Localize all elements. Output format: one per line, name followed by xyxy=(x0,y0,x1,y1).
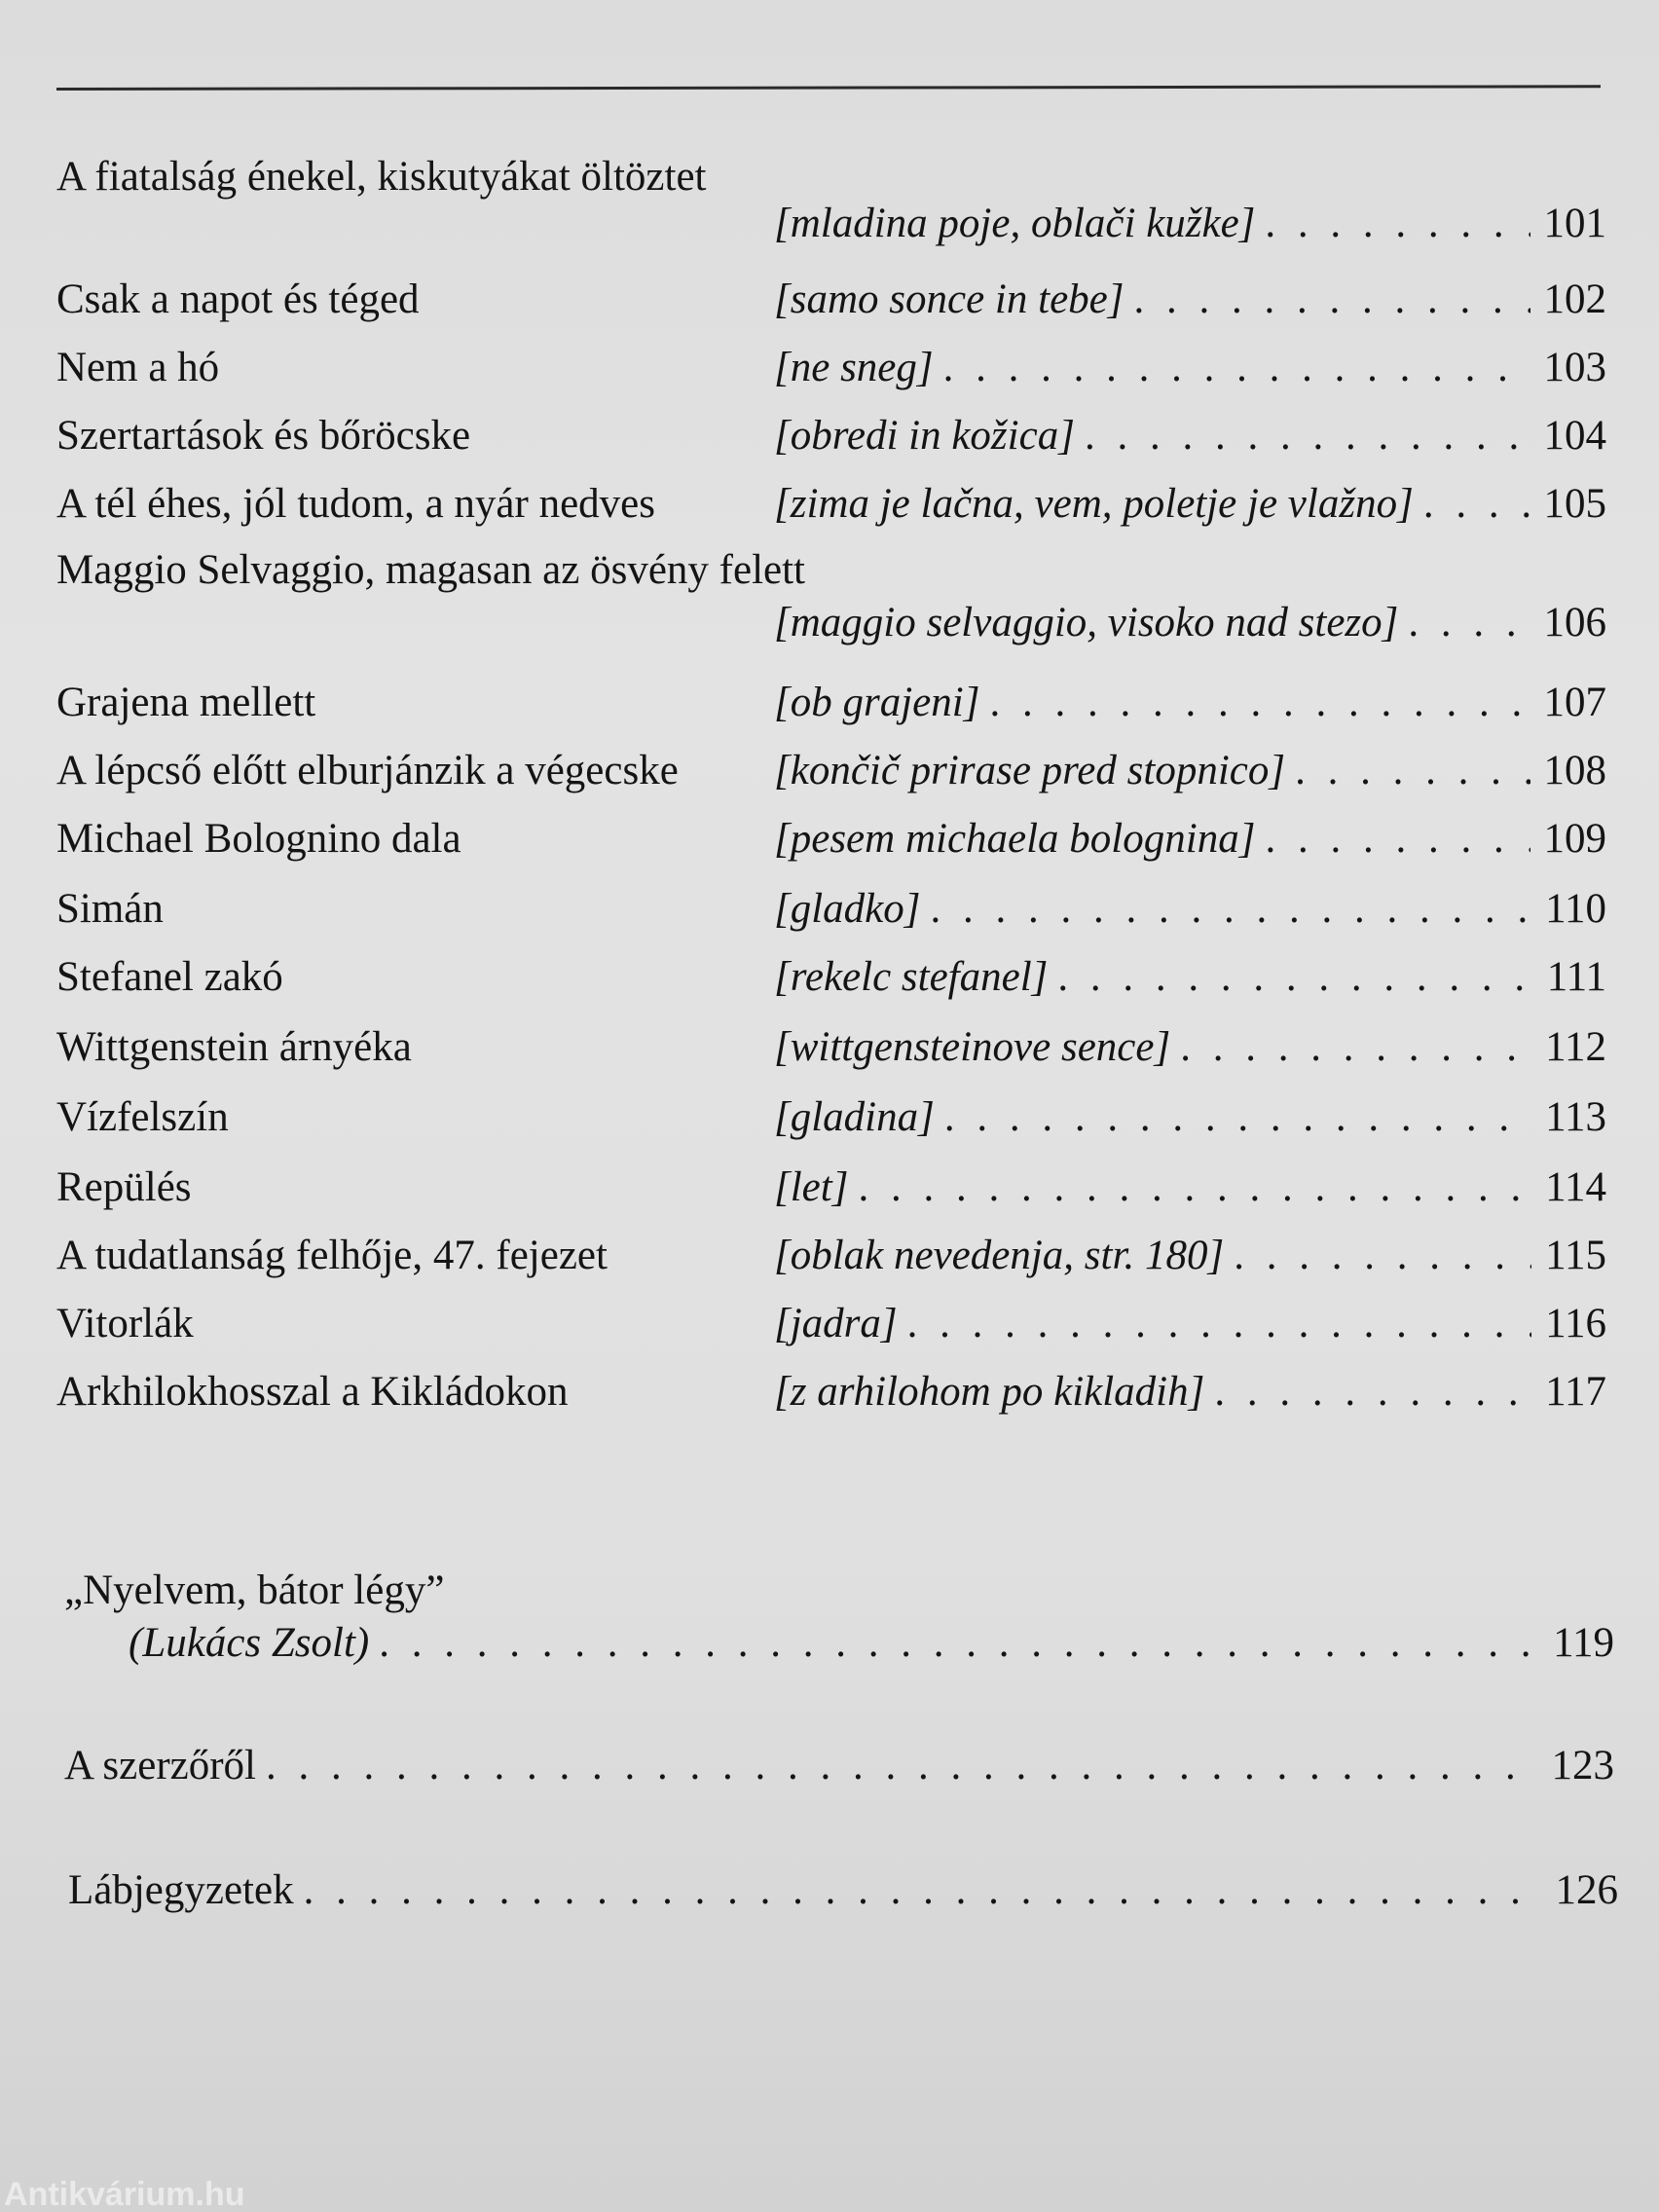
toc-entry xyxy=(56,674,1606,732)
dot-leader xyxy=(1414,475,1530,534)
entry-translation: [gladko] xyxy=(774,886,921,932)
entry-translation: [končič prirase pred stopnico] xyxy=(774,748,1286,793)
footnotes-row xyxy=(68,1862,1618,1920)
toc-entry xyxy=(56,948,1606,1007)
entry-translation: [jadra] xyxy=(774,1301,898,1346)
entry-translation: [gladina] xyxy=(774,1094,935,1140)
entry-page: 117 xyxy=(1545,1369,1606,1415)
entry-title: Csak a napot és téged xyxy=(56,276,420,322)
entry-page: 115 xyxy=(1545,1233,1606,1278)
entry-title: Grajena mellett xyxy=(56,680,316,725)
entry-title: Arkhilokhosszal a Kikládokon xyxy=(56,1369,569,1415)
toc-entry xyxy=(56,195,1606,253)
about-author-row xyxy=(64,1737,1614,1795)
dot-leader xyxy=(1398,594,1530,652)
dot-leader xyxy=(898,1295,1531,1353)
entry-title: A tudatlanság felhője, 47. fejezet xyxy=(56,1233,608,1278)
entry-title: A tél éhes, jól tudom, a nyár nedves xyxy=(56,481,655,527)
afterword-author-row xyxy=(64,1614,1614,1673)
dot-leader xyxy=(256,1737,1537,1795)
toc-entry xyxy=(56,271,1606,329)
toc-entry xyxy=(56,541,1606,600)
dot-leader xyxy=(1255,810,1530,868)
entry-page: 106 xyxy=(1543,600,1606,645)
entry-translation: [samo sonce in tebe] xyxy=(774,276,1124,322)
entry-translation: [let] xyxy=(774,1164,849,1210)
dot-leader xyxy=(1204,1363,1531,1421)
toc-entry xyxy=(56,475,1606,534)
toc-entry xyxy=(56,1159,1606,1217)
afterword-author: (Lukács Zsolt) xyxy=(129,1620,370,1666)
entry-page: 105 xyxy=(1543,481,1606,527)
entry-title: Simán xyxy=(56,886,164,932)
afterword-page: 119 xyxy=(1553,1620,1614,1666)
toc-entry xyxy=(56,1227,1606,1285)
entry-translation: [mladina poje, oblači kužke] xyxy=(774,201,1256,246)
about-author-page: 123 xyxy=(1551,1743,1614,1788)
entry-translation: [wittgensteinove sence] xyxy=(774,1024,1171,1070)
entry-translation: [zima je lačna, vem, poletje je vlažno] xyxy=(774,481,1414,527)
entry-translation: [maggio selvaggio, visoko nad stezo] xyxy=(774,600,1399,645)
entry-translation: [ne sneg] xyxy=(774,345,934,390)
dot-leader xyxy=(1285,742,1530,800)
toc-entry xyxy=(56,880,1606,939)
entry-title: Michael Bolognino dala xyxy=(56,816,461,862)
dot-leader xyxy=(369,1614,1539,1673)
entry-page: 113 xyxy=(1545,1094,1606,1140)
entry-page: 110 xyxy=(1545,886,1606,932)
entry-title: Vízfelszín xyxy=(56,1094,229,1140)
entry-page: 111 xyxy=(1546,954,1606,1000)
dot-leader xyxy=(934,339,1530,397)
dot-leader xyxy=(979,674,1530,732)
toc-entry xyxy=(56,339,1606,397)
entry-title: Wittgenstein árnyéka xyxy=(56,1024,412,1070)
entry-title: Vitorlák xyxy=(56,1301,194,1346)
entry-translation: [rekelc stefanel] xyxy=(774,954,1049,1000)
entry-translation: [pesem michaela bolognina] xyxy=(774,816,1256,862)
entry-title: Maggio Selvaggio, magasan az ösvény felett xyxy=(56,547,806,593)
entry-title: A lépcső előtt elburjánzik a végecske xyxy=(56,748,679,793)
toc-entry xyxy=(56,1018,1606,1077)
toc-entry xyxy=(56,1088,1606,1147)
dot-leader xyxy=(921,880,1532,939)
dot-leader xyxy=(1124,271,1530,329)
dot-leader xyxy=(935,1088,1531,1147)
footnotes-page: 126 xyxy=(1555,1867,1618,1913)
toc-entry xyxy=(56,407,1606,465)
dot-leader xyxy=(1075,407,1530,465)
entry-translation: [z arhilohom po kikladih] xyxy=(774,1369,1205,1415)
toc-entry xyxy=(56,1295,1606,1353)
about-author-title: A szerzőről xyxy=(64,1743,257,1788)
toc-entry xyxy=(56,1363,1606,1421)
entry-title: Szertartások és bőröcske xyxy=(56,413,471,459)
toc-entry xyxy=(56,742,1606,800)
watermark: Antikvárium.hu xyxy=(4,2177,245,2212)
entry-page: 102 xyxy=(1543,276,1606,322)
entry-page: 103 xyxy=(1543,345,1606,390)
entry-page: 114 xyxy=(1545,1164,1606,1210)
entry-translation: [obredi in kožica] xyxy=(774,413,1075,459)
entry-page: 104 xyxy=(1543,413,1606,459)
entry-page: 107 xyxy=(1543,680,1606,725)
entry-title: Stefanel zakó xyxy=(56,954,283,1000)
entry-title: A fiatalság énekel, kiskutyákat öltöztet xyxy=(56,154,707,200)
entry-translation: [ob grajeni] xyxy=(774,680,980,725)
entry-page: 101 xyxy=(1543,201,1606,246)
dot-leader xyxy=(1048,948,1532,1007)
entry-page: 112 xyxy=(1545,1024,1606,1070)
footnotes-title: Lábjegyzetek xyxy=(68,1867,294,1913)
entry-page: 109 xyxy=(1543,816,1606,862)
toc-entry xyxy=(56,594,1606,652)
toc-entry xyxy=(56,810,1606,868)
dot-leader xyxy=(848,1159,1531,1217)
header-rule xyxy=(56,85,1601,91)
afterword-title: „Nyelvem, bátor légy” xyxy=(64,1567,445,1613)
dot-leader xyxy=(1255,195,1530,253)
entry-page: 116 xyxy=(1545,1301,1606,1346)
entry-title: Nem a hó xyxy=(56,345,220,390)
dot-leader xyxy=(1224,1227,1531,1285)
dot-leader xyxy=(294,1862,1542,1920)
entry-translation: [oblak nevedenja, str. 180] xyxy=(774,1233,1225,1278)
entry-page: 108 xyxy=(1543,748,1606,793)
dot-leader xyxy=(1170,1018,1531,1077)
entry-title: Repülés xyxy=(56,1164,192,1210)
afterword-title-row xyxy=(64,1562,1614,1620)
